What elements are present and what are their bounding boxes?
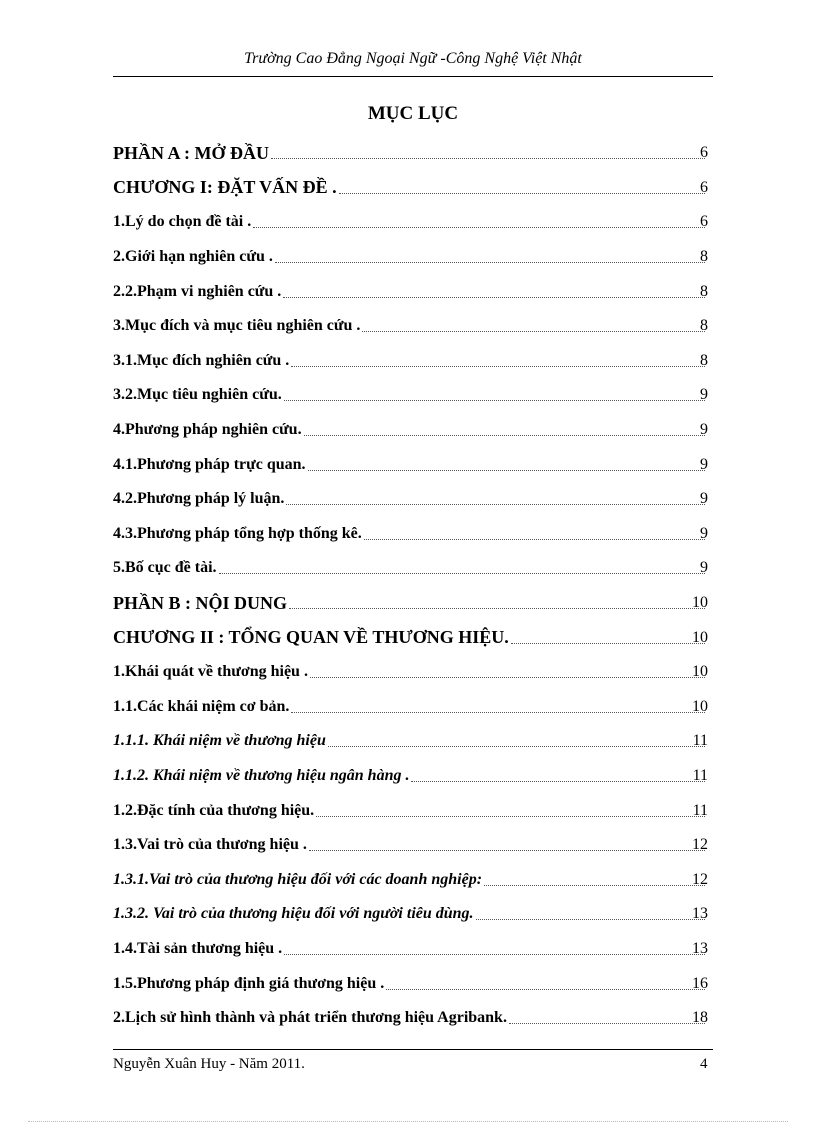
toc-entry-label: 2.Giới hạn nghiên cứu . <box>113 248 273 266</box>
dot-leader <box>386 988 705 990</box>
toc-entry-label: 2.Lịch sử hình thành và phát triển thương hiệu Agribank. <box>113 1009 507 1027</box>
toc-entry-label: CHƯƠNG I: ĐẶT VẤN ĐỀ . <box>113 177 337 198</box>
toc-entry-page: 9 <box>700 524 708 542</box>
toc-entry-label: 1.2.Đặc tính của thương hiệu. <box>113 801 315 819</box>
toc-entry-label: 4.1.Phương pháp trực quan. <box>113 455 306 473</box>
toc-entry-label: 1.1.2. Khái niệm về thương hiệu ngân hàng . <box>113 766 410 784</box>
toc-entry[interactable] <box>113 447 713 482</box>
toc-entry[interactable] <box>113 793 713 828</box>
toc-entry-page: 18 <box>692 1009 708 1027</box>
toc-entry[interactable] <box>113 897 713 932</box>
dot-leader <box>291 365 705 367</box>
dot-leader <box>316 815 705 817</box>
toc-entry[interactable] <box>113 828 713 863</box>
dot-leader <box>476 918 705 920</box>
dot-leader <box>286 503 705 505</box>
toc-entry[interactable] <box>113 517 713 552</box>
toc-entry[interactable] <box>113 171 713 206</box>
toc-entry-page: 8 <box>700 248 708 266</box>
toc-entry-page: 13 <box>692 939 708 957</box>
toc-entry-label: CHƯƠNG II : TỔNG QUAN VỀ THƯƠNG HIỆU. <box>113 627 509 648</box>
toc-entry-page: 8 <box>700 351 708 369</box>
toc-entry-label: 1.3.2. Vai trò của thương hiệu đối với người tiêu dùng. <box>113 905 474 923</box>
dot-leader <box>309 849 705 851</box>
dot-leader <box>484 884 705 886</box>
dot-leader <box>411 780 705 782</box>
toc-entry-page: 9 <box>700 386 708 404</box>
toc-entry[interactable] <box>113 586 713 621</box>
toc-entry[interactable] <box>113 413 713 448</box>
header-rule <box>113 76 713 77</box>
toc-entry[interactable] <box>113 966 713 1001</box>
toc-entry[interactable] <box>113 482 713 517</box>
toc-entry-page: 6 <box>700 144 708 162</box>
dot-leader <box>289 607 705 609</box>
toc-entry-page: 12 <box>692 836 708 854</box>
page-number: 4 <box>700 1056 708 1072</box>
toc-entry-page: 6 <box>700 213 708 231</box>
dot-leader <box>364 538 705 540</box>
toc-title: MỤC LỤC <box>367 103 459 124</box>
dot-leader <box>253 226 705 228</box>
toc-entry-label: 3.2.Mục tiêu nghiên cứu. <box>113 386 282 404</box>
toc-entry[interactable] <box>113 620 713 655</box>
toc-entry-label: 2.2.Phạm vi nghiên cứu . <box>113 282 282 300</box>
toc-entry[interactable] <box>113 274 713 309</box>
toc-entry-page: 9 <box>700 559 708 577</box>
toc-entry-label: 1.1.1. Khái niệm về thương hiệu <box>113 732 326 750</box>
toc-entry-page: 10 <box>692 594 708 612</box>
dot-leader <box>219 572 705 574</box>
toc-entry-label: 1.Khái quát về thương hiệu . <box>113 663 308 681</box>
toc-entry-page: 12 <box>692 870 708 888</box>
toc-entry[interactable] <box>113 551 713 586</box>
toc-entry[interactable] <box>113 344 713 379</box>
toc-entry[interactable] <box>113 378 713 413</box>
toc-entry-page: 11 <box>692 732 708 750</box>
toc-entry-label: 1.1.Các khái niệm cơ bản. <box>113 697 290 715</box>
toc-entry-label: 4.Phương pháp nghiên cứu. <box>113 421 302 439</box>
toc-entry-label: 1.3.Vai trò của thương hiệu . <box>113 836 307 854</box>
dot-leader <box>511 642 705 644</box>
toc-entry-label: 1.Lý do chọn đề tài . <box>113 213 252 231</box>
toc-entry-label: 1.5.Phương pháp định giá thương hiệu . <box>113 974 385 992</box>
dot-leader <box>362 330 705 332</box>
toc-entry-label: 5.Bố cục đề tài. <box>113 559 217 577</box>
toc-entry-page: 10 <box>692 628 708 646</box>
dot-leader <box>339 192 705 194</box>
toc-entry[interactable] <box>113 205 713 240</box>
toc-entry[interactable] <box>113 136 713 171</box>
toc-entry[interactable] <box>113 690 713 725</box>
toc-entry[interactable] <box>113 759 713 794</box>
dot-leader <box>291 711 705 713</box>
toc-entry-page: 8 <box>700 282 708 300</box>
page-header: Trường Cao Đẳng Ngoại Ngữ -Công Nghệ Việt Nhật <box>244 50 582 67</box>
toc-entry-page: 10 <box>692 663 708 681</box>
dot-leader <box>509 1022 705 1024</box>
dot-leader <box>284 953 705 955</box>
toc-entry-label: 4.3.Phương pháp tổng hợp thống kê. <box>113 524 362 542</box>
toc-entry[interactable] <box>113 724 713 759</box>
toc-entry-page: 6 <box>700 178 708 196</box>
toc-entry-label: 3.1.Mục đích nghiên cứu . <box>113 351 290 369</box>
toc-entry-page: 9 <box>700 455 708 473</box>
toc-entry[interactable] <box>113 1001 713 1036</box>
toc-entry[interactable] <box>113 862 713 897</box>
toc-entry-page: 11 <box>692 766 708 784</box>
table-of-contents <box>113 136 713 1035</box>
dot-leader <box>328 745 705 747</box>
footer-rule <box>113 1049 713 1050</box>
toc-entry[interactable] <box>113 240 713 275</box>
toc-entry-page: 9 <box>700 421 708 439</box>
toc-entry-label: PHẦN A : MỞ ĐẦU <box>113 142 269 163</box>
page-edge <box>28 1121 788 1122</box>
toc-entry-label: PHẦN B : NỘI DUNG <box>113 592 287 613</box>
toc-entry[interactable] <box>113 309 713 344</box>
dot-leader <box>310 676 705 678</box>
dot-leader <box>283 296 705 298</box>
footer-author: Nguyễn Xuân Huy - Năm 2011. <box>113 1056 305 1072</box>
dot-leader <box>304 434 705 436</box>
dot-leader <box>275 261 705 263</box>
toc-entry[interactable] <box>113 932 713 967</box>
toc-entry-label: 1.3.1.Vai trò của thương hiệu đối với các doanh nghiệp: <box>113 870 483 888</box>
dot-leader <box>271 157 705 159</box>
dot-leader <box>308 469 705 471</box>
toc-entry-page: 16 <box>692 974 708 992</box>
toc-entry-page: 10 <box>692 697 708 715</box>
toc-entry-page: 9 <box>700 490 708 508</box>
toc-entry-label: 4.2.Phương pháp lý luận. <box>113 490 285 508</box>
toc-entry-page: 8 <box>700 317 708 335</box>
toc-entry-label: 1.4.Tài sản thương hiệu . <box>113 939 283 957</box>
toc-entry-label: 3.Mục đích và mục tiêu nghiên cứu . <box>113 317 361 335</box>
dot-leader <box>284 399 705 401</box>
toc-entry-page: 13 <box>692 905 708 923</box>
toc-entry-page: 11 <box>692 801 708 819</box>
toc-entry[interactable] <box>113 655 713 690</box>
